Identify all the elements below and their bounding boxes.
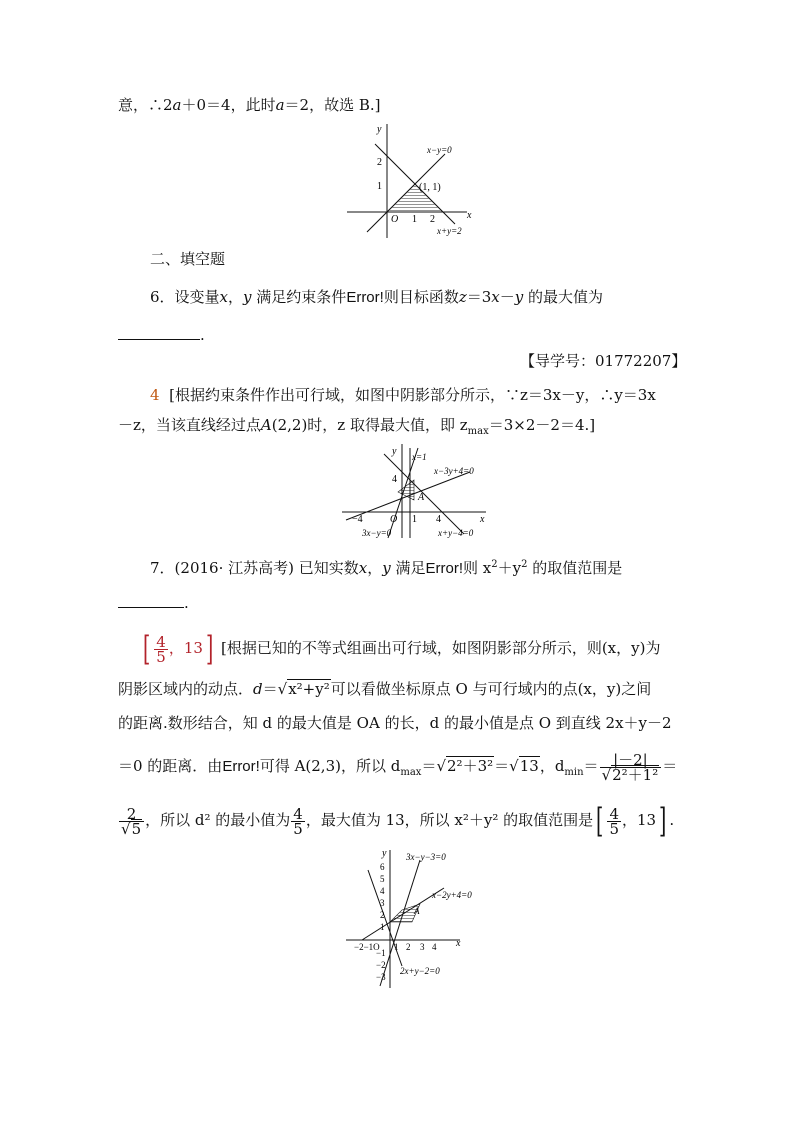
answer-6-line-2 [118,414,595,443]
tick-neg1: −1 [376,948,386,958]
subscript: max [467,426,489,437]
x-label: x [480,514,485,525]
frac-den: 5 [609,819,619,838]
superscript: 2 [491,559,498,570]
error-text: Error! [425,560,463,577]
x-tick-1: 1 [394,942,399,952]
line-label-3: 2x+y−2=0 [400,966,440,976]
line-label-1: 3x−y−3=0 [406,852,446,862]
graph-3 [340,846,490,992]
tick-1: 1 [377,181,382,192]
x-tick-4: 4 [436,514,441,525]
var: x [219,288,229,306]
text: 7．(2016· 江苏高考) 已知实数 [150,559,359,577]
text: [根据约束条件作出可行域，如图中阴影部分所示，∵z＝3x－y，∴y＝3x [169,386,656,404]
tick-6: 6 [380,862,385,872]
answer-7-line-4: ＝0 的距离．由Error!可得 A(2,3)，所以 $d_{max}=√2^2+3^2=√13$，$d_{min}=$ $\frac{|-2|}{\text{√2²＋1²}}$ ＝ [118,750,678,784]
tick-neg4: −4 [352,514,363,525]
line-label-1: x−3y+4=0 [434,466,474,476]
blank [118,593,184,608]
text: 的取值范围是 [532,559,623,577]
frac-num: 4 [609,804,619,823]
var-a: a [275,96,285,114]
x-ticks-neg: −2−1O [354,942,380,952]
text: － [499,288,515,306]
text: ＝ [494,757,510,775]
text: ＝2，故选 B.] [284,96,381,114]
var: y [382,559,391,577]
var: x [358,559,368,577]
frac-num: 4 [293,804,303,823]
line-label-2: x+y=2 [437,226,462,236]
text: (2,2)时，z 取得最大值，即 z [271,416,468,434]
sqrt-expr: x²+y² [288,680,330,698]
sqrt-expr: 13 [519,757,539,775]
text: ＝3 [466,288,492,306]
point-A: A [418,492,425,503]
upper-bound: 13 [637,811,657,829]
text: ＝ [262,680,278,698]
text: －z，当该直线经过点 [118,416,261,434]
answer-blank-6 [118,324,205,346]
var: y [514,288,524,306]
subscript: max [400,767,422,778]
tick-2: 2 [380,910,385,920]
var: x [491,288,500,306]
sqrt-expr: 2²＋3² [447,757,494,775]
x-tick-4: 4 [432,942,437,952]
origin: O [391,214,399,225]
tick-4: 4 [380,886,385,896]
tick-3: 3 [380,898,385,908]
answer-6-line-1 [150,384,656,406]
subscript: min [564,767,584,778]
graph-2 [340,442,490,542]
tick-neg3: −3 [376,972,386,982]
line-label-1: x−y=0 [427,145,452,155]
text: ＝0 的距离．由 [118,757,223,775]
var-a: a [172,96,182,114]
line-label-3: x+y−4=0 [438,528,474,538]
text: . [200,326,205,344]
point-label: (1, 1) [419,182,441,193]
x-tick-1: 1 [412,214,417,225]
tick-1: 1 [380,922,385,932]
text: 可得 A(2,3)，所以 d [259,757,401,775]
x-tick-2: 2 [430,214,435,225]
answer-value: 4 [150,386,160,404]
line-label-x1: x=1 [412,452,427,462]
frac-den: 5 [156,647,166,666]
text: 则 x [463,559,492,577]
answer-interval: [ $\frac{4}{5}$ ，13] [142,629,214,669]
tick-4: 4 [392,474,397,485]
x-tick-2: 2 [406,942,411,952]
y-label: y [392,446,397,457]
x-label: x [456,938,461,949]
var: z [458,288,467,306]
text: ，d [539,757,565,775]
x-tick-1: 1 [412,514,417,525]
text: ，所以 d² 的最小值为 [145,811,291,829]
answer-7-line-1 [140,629,661,669]
point-A: A [260,416,272,434]
var-d: d [253,680,263,698]
answer-7-line-2: 阴影区域内的动点．d＝√x²+y²可以看做坐标原点 O 与可行域内的点(x，y)之间 [118,680,652,698]
origin: O [390,514,398,525]
text: [根据已知的不等式组画出可行域，如图阴影部分所示，则(x，y)为 [220,639,661,657]
guide-number: 【导学号：01772207】 [520,352,687,370]
graph-1 [345,120,485,240]
text: . [669,811,675,829]
section-title: 二、填空题 [150,250,226,268]
x-tick-3: 3 [420,942,425,952]
superscript: 2 [521,559,528,570]
answer-blank-7 [118,592,189,614]
text: 阴影区域内的动点． [118,680,254,698]
text: ＝ [662,757,678,775]
point-A: A [414,906,420,916]
text: ＋y [497,559,522,577]
text: ＋0＝4，此时 [181,96,276,114]
frac-num: 4 [156,632,166,651]
frac-num: |－2| [600,753,662,768]
text: 则目标函数 [383,288,459,306]
y-label: y [377,124,382,135]
question-6 [150,286,603,309]
text: 满足 [395,559,426,577]
answer-7-line-3: 的距离.数形结合，知 d 的最大值是 OA 的长，d 的最小值是点 O 到直线 2x＋y－2 [118,714,672,732]
y-label: y [382,848,387,859]
upper-bound: 13 [183,639,203,657]
text: 6．设变量 [150,288,220,306]
question-7 [150,554,622,580]
frac-num: 2 [119,807,144,822]
frac-den: 5 [293,819,303,838]
error-text: Error! [346,289,384,306]
text: 满足约束条件 [256,288,347,306]
text: 的最大值为 [528,288,604,306]
error-text: Error! [222,758,260,775]
top-line [118,94,381,116]
var: y [243,288,252,306]
blank [118,325,200,340]
text: . [184,594,189,612]
x-label: x [467,210,472,221]
text: ， [367,559,383,577]
line-label-2: x−2y+4=0 [432,890,472,900]
text: 意，∴2 [118,96,173,114]
line-label-2: 3x−y=0 [362,528,392,538]
text: 可以看做坐标原点 O 与可行域内的点(x，y)之间 [330,680,652,698]
tick-5: 5 [380,874,385,884]
text: ， [228,288,244,306]
frac-den: 5 [131,819,142,838]
tick-2: 2 [377,157,382,168]
frac-den: 2²＋1² [612,765,659,784]
text: ＝ [421,757,437,775]
text: ＝3×2－2＝4.] [488,416,596,434]
answer-7-line-5: $\frac{2}{√5}$ ，所以 d² 的最小值为 $\frac{4}{5}$ ，最大值为 13，所以 x²＋y² 的取值范围是[ $\frac{4}{5}$ ，13] . [121,801,675,841]
text: ，最大值为 13，所以 x²＋y² 的取值范围是 [305,811,594,829]
text: ＝ [583,757,599,775]
tick-neg2: −2 [376,960,386,970]
